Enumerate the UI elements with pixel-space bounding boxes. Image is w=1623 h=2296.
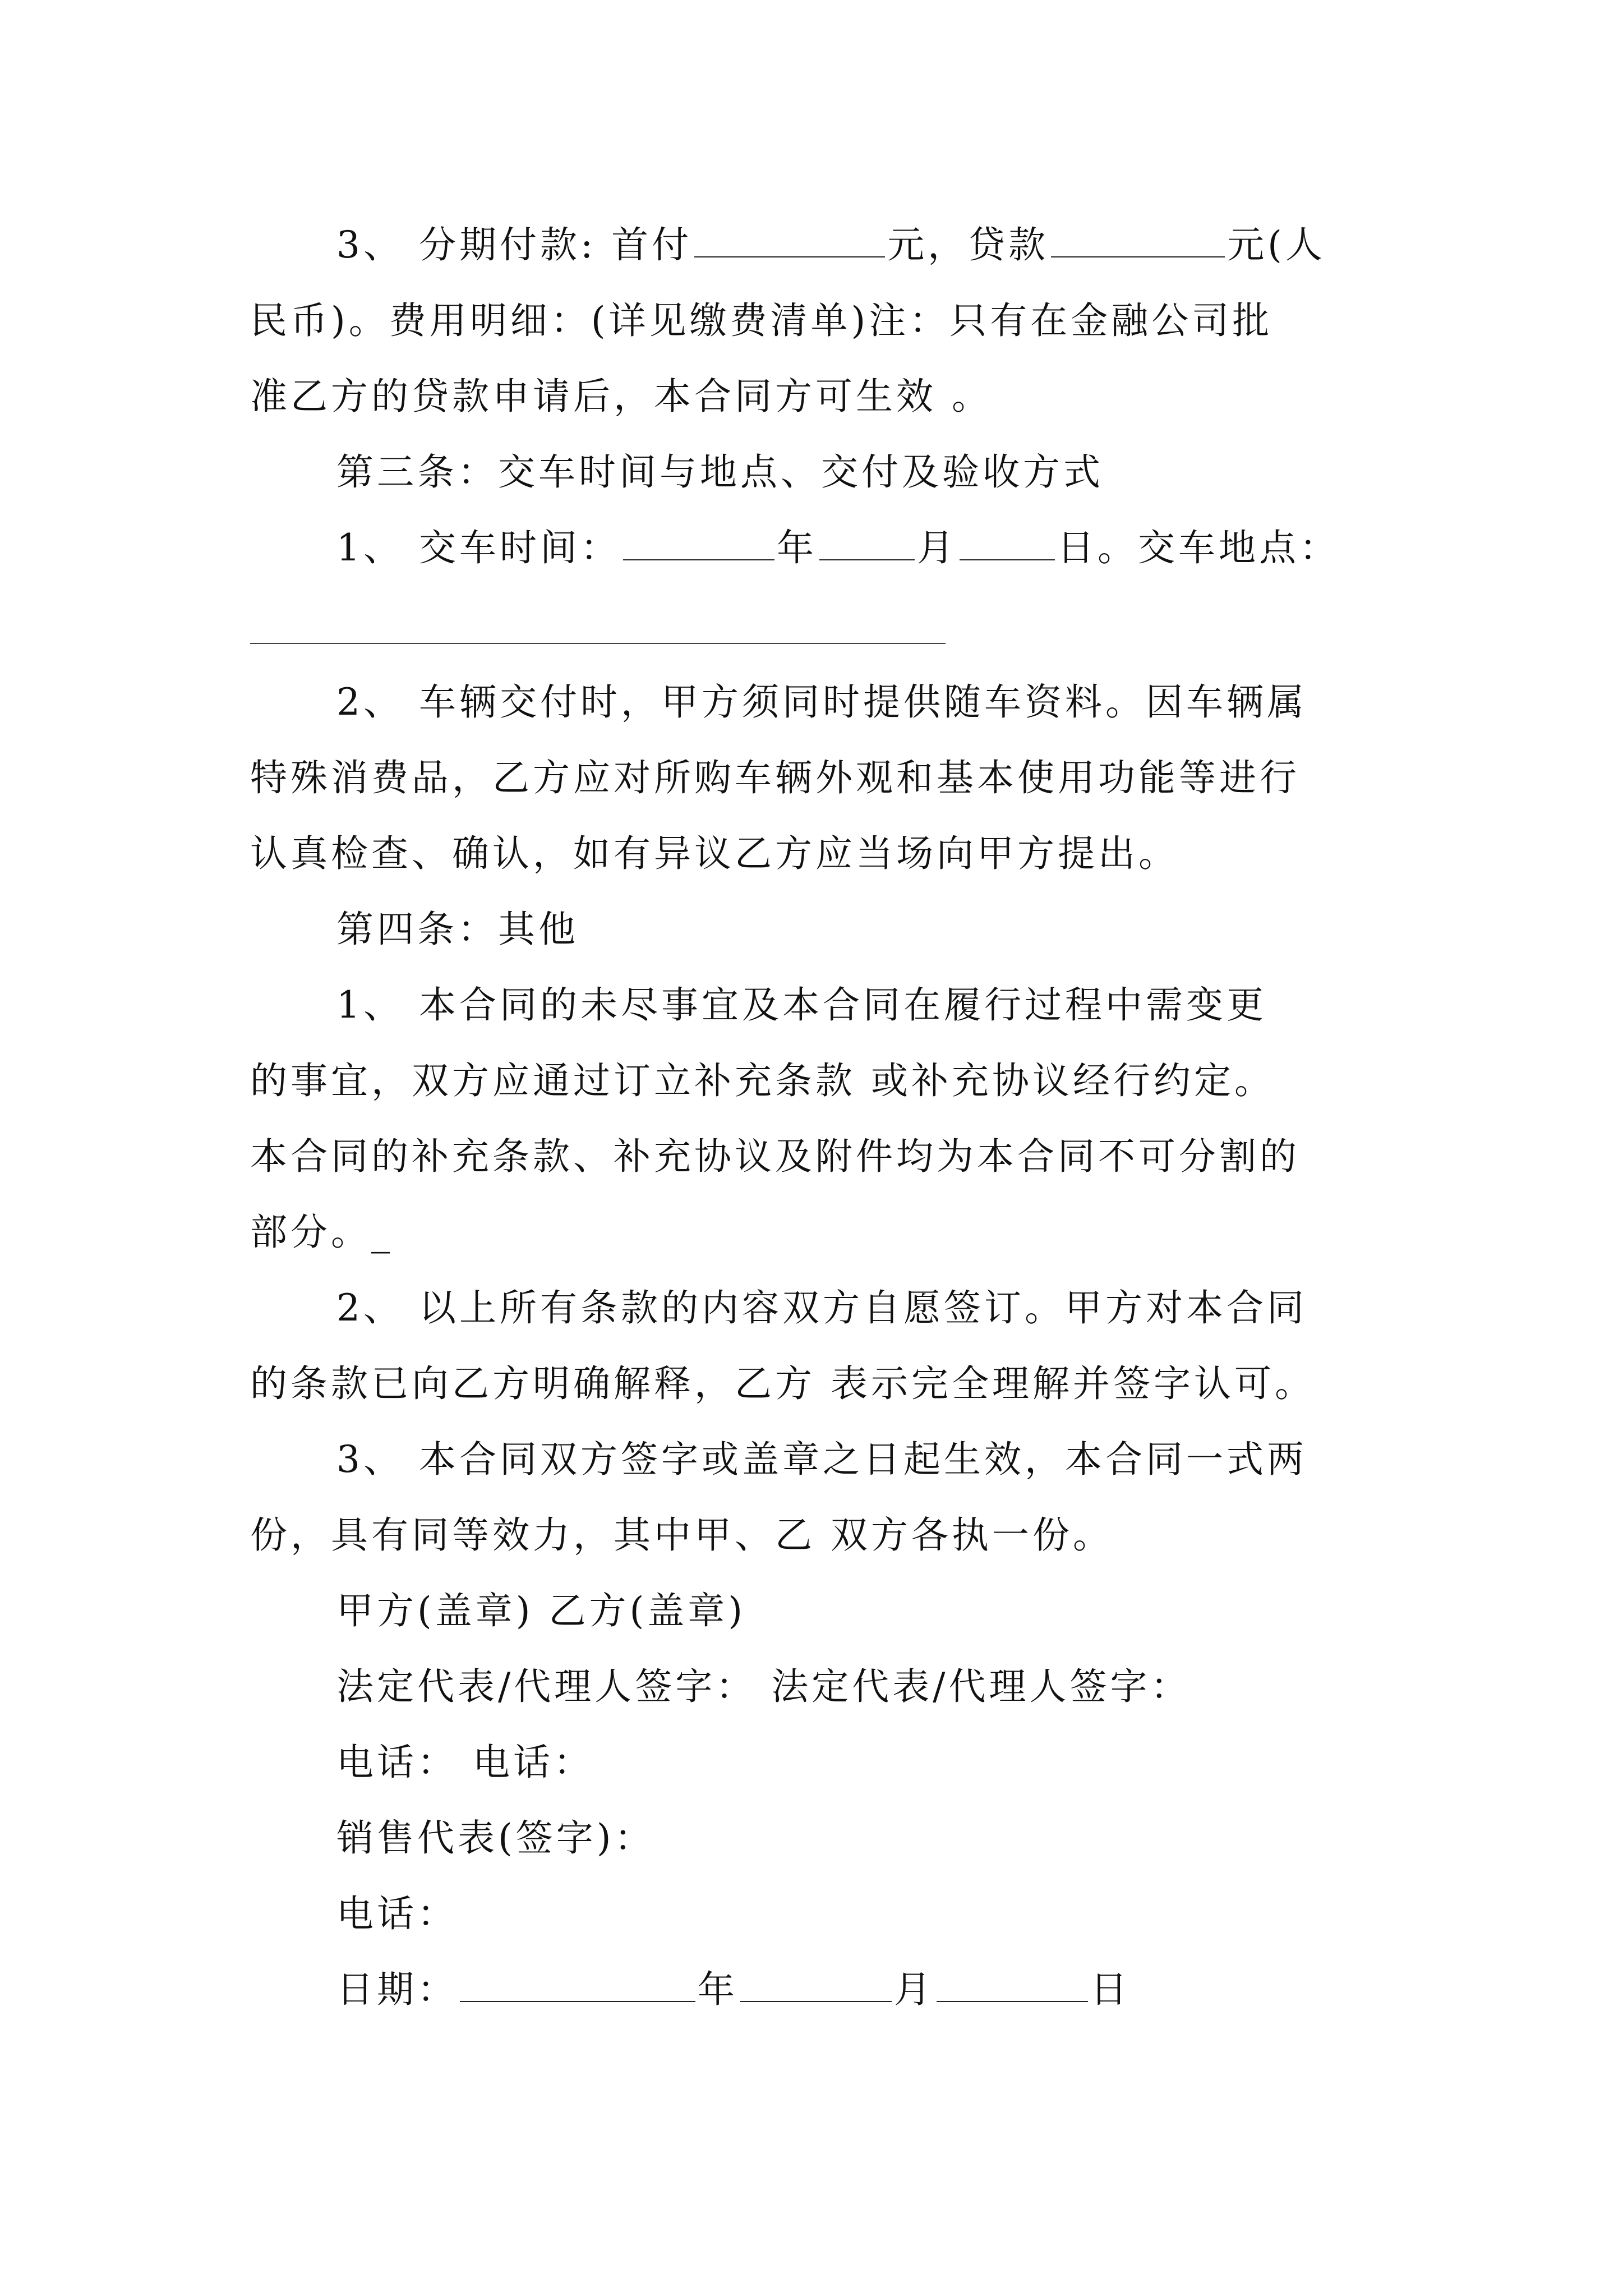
text-line: 份，具有同等效力，其中甲、乙 双方各执一份。 [250, 1513, 1113, 1557]
date-day-label: 日 [1090, 1968, 1131, 2011]
text-line: 认真检查、确认，如有异议乙方应当场向甲方提出。 [250, 832, 1179, 875]
date-year-blank[interactable] [460, 1966, 695, 2002]
date-year-label: 年 [698, 1968, 738, 2011]
representative-signature-line: 法定代表/代理人签字： 法定代表/代理人签字： [336, 1665, 1191, 1708]
year-label: 年 [776, 526, 817, 569]
loan-label: 元，贷款 [887, 223, 1049, 266]
text-line: 民币)。费用明细：(详见缴费清单)注：只有在金融公司批 [250, 299, 1273, 342]
delivery-year-blank[interactable] [623, 524, 774, 560]
date-label: 日期： [336, 1968, 458, 2011]
sales-rep-signature-line: 销售代表(签字)： [336, 1816, 655, 1860]
delivery-day-blank[interactable] [960, 524, 1055, 560]
text-line: 本合同的补充条款、补充协议及附件均为本合同不可分割的 [250, 1135, 1300, 1178]
delivery-time-label: 1、 交车时间： [336, 526, 621, 569]
delivery-month-blank[interactable] [819, 524, 915, 560]
clause-installment-payment [336, 220, 1326, 270]
section-heading-article-4: 第四条：其他 [336, 908, 579, 951]
seal-line: 甲方(盖章) 乙方(盖章) [336, 1589, 746, 1632]
installment-label: 3、 分期付款: 首付 [336, 223, 693, 266]
loan-amount-blank[interactable] [1051, 222, 1225, 257]
date-month-blank[interactable] [740, 1966, 892, 2002]
sales-phone-line: 电话： [336, 1892, 458, 1935]
text-line: 1、 本合同的未尽事宜及本合同在履行过程中需变更 [336, 983, 1267, 1027]
text-line: 的条款已向乙方明确解释，乙方 表示完全理解并签字认可。 [250, 1362, 1315, 1405]
text-line: 准乙方的贷款申请后，本合同方可生效 。 [250, 375, 992, 418]
down-payment-blank[interactable] [694, 222, 885, 257]
clause-delivery-time [336, 523, 1340, 573]
text-line: 特殊消费品，乙方应对所购车辆外观和基本使用功能等进行 [250, 756, 1300, 799]
section-heading-article-3: 第三条：交车时间与地点、交付及验收方式 [336, 450, 1104, 494]
day-location-label: 日。交车地点： [1057, 526, 1340, 569]
text-line: 2、 以上所有条款的内容双方自愿签订。甲方对本合同 [336, 1286, 1307, 1329]
text-line: 2、 车辆交付时，甲方须同时提供随车资料。因车辆属 [336, 680, 1307, 724]
currency-label: 元(人 [1227, 223, 1326, 266]
date-month-label: 月 [894, 1968, 934, 2011]
text-line: 3、 本合同双方签字或盖章之日起生效，本合同一式两 [336, 1438, 1307, 1481]
text-line: 部分。_ [250, 1211, 393, 1254]
month-label: 月 [916, 526, 957, 569]
date-line [336, 1964, 1131, 2015]
phone-line: 电话： 电话： [336, 1741, 594, 1784]
text-line: 的事宜，双方应通过订立补充条款 或补充协议经行约定。 [250, 1059, 1275, 1102]
delivery-location-blank-line[interactable] [250, 643, 946, 644]
date-day-blank[interactable] [937, 1966, 1088, 2002]
